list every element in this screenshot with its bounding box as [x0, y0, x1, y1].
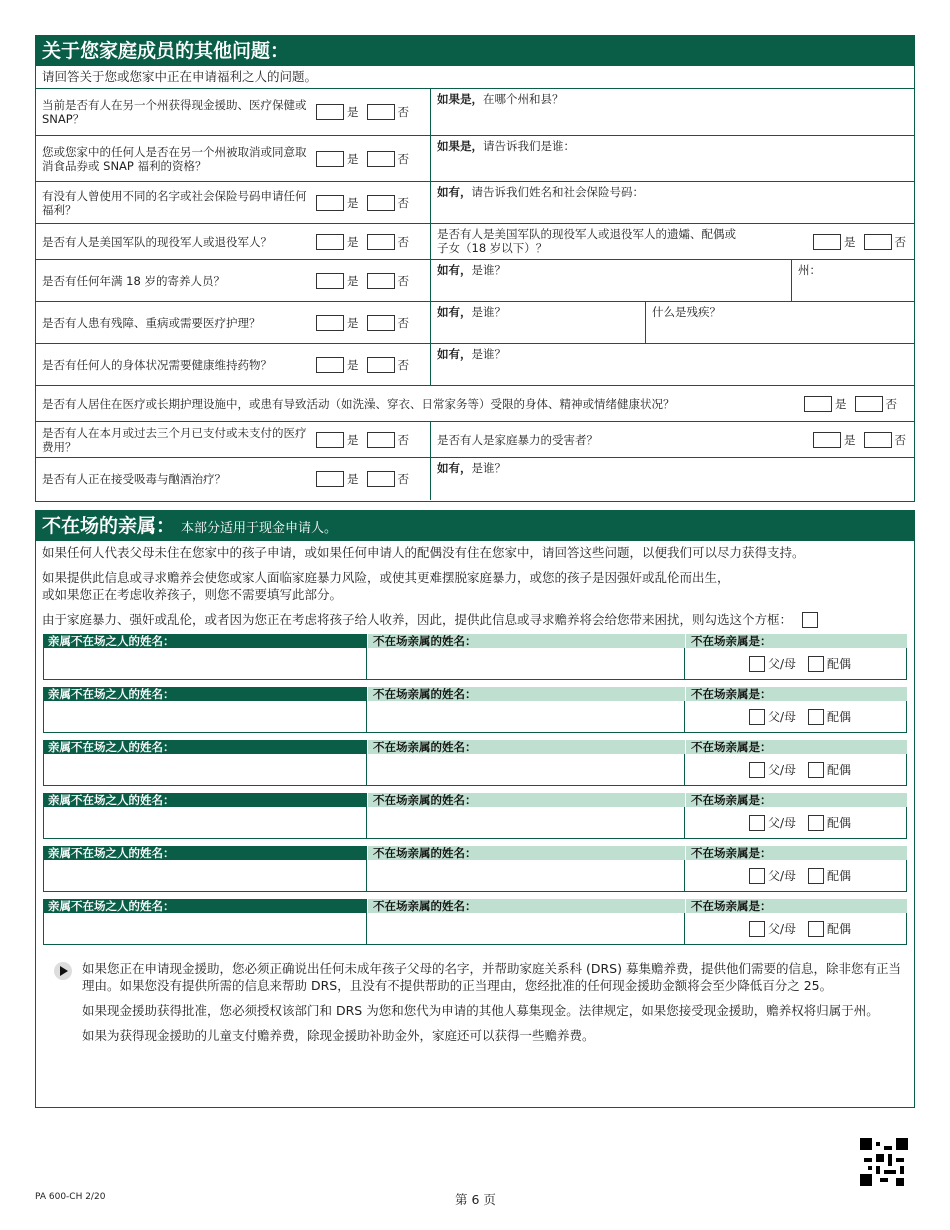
relative-name-field[interactable] — [44, 754, 367, 785]
col-relative-name: 亲属不在场之人的姓名： — [43, 740, 367, 754]
question-text: 当前是否有人在另一个州获得现金援助、医疗保健或 SNAP？ — [42, 98, 307, 126]
relative-table-row — [43, 754, 907, 786]
note-paragraph: 如果为获得现金援助的儿童支付赡养费，除现金援助补助金外，家庭还可以获得一些赡养费。 — [82, 1028, 595, 1043]
page-number: 第 6 页 — [455, 1192, 496, 1207]
col-absent-name: 不在场亲属的姓名： — [367, 846, 685, 860]
yes-no-group: 是 否 — [316, 224, 430, 259]
household-questions-section — [35, 35, 915, 502]
yes-checkbox[interactable] — [316, 315, 344, 331]
state-field[interactable]: 州： — [791, 260, 827, 301]
col-absent-name: 不在场亲属的姓名： — [367, 740, 685, 754]
no-checkbox[interactable] — [367, 432, 395, 448]
yes-checkbox[interactable] — [316, 234, 344, 250]
question-row — [36, 182, 914, 224]
absent-relatives-section — [35, 510, 915, 1108]
question-text: 是否有人是美国军队的现役军人或退役军人？ — [42, 234, 272, 249]
question-text: 是否有人是美国军队的现役军人或退役军人的遗孀、配偶或子女（18 岁以下）？ — [437, 227, 736, 255]
no-checkbox[interactable] — [367, 104, 395, 120]
col-relationship: 不在场亲属是： — [685, 740, 907, 754]
yes-no-group: 是 否 — [316, 182, 430, 223]
question-row — [36, 89, 914, 136]
relationship-options: 父/母 配偶 — [685, 648, 906, 679]
yes-checkbox[interactable] — [316, 432, 344, 448]
play-arrow-icon — [54, 962, 72, 980]
question-row — [36, 386, 914, 422]
question-row — [36, 458, 914, 500]
yes-no-group: 是 否 — [804, 386, 914, 421]
parent-checkbox[interactable] — [749, 921, 765, 937]
question-text: 是否有人是家庭暴力的受害者？ — [437, 432, 598, 447]
question-text: 是否有任何年满 18 岁的寄养人员？ — [42, 273, 225, 288]
yes-checkbox[interactable] — [316, 195, 344, 211]
yes-checkbox[interactable] — [316, 273, 344, 289]
relative-name-field[interactable] — [44, 648, 367, 679]
yes-no-group: 是 否 — [813, 422, 906, 457]
absent-relative-name-field[interactable] — [367, 807, 685, 838]
col-absent-name: 不在场亲属的姓名： — [367, 793, 685, 807]
no-checkbox[interactable] — [367, 151, 395, 167]
relative-table-row — [43, 648, 907, 680]
section-note: 请回答关于您或您家中正在申请福利之人的问题。 — [36, 66, 914, 89]
notes-block — [36, 952, 914, 1054]
col-relative-name: 亲属不在场之人的姓名： — [43, 793, 367, 807]
col-relationship: 不在场亲属是： — [685, 899, 907, 913]
question-text: 您或您家中的任何人是否在另一个州被取消或同意取消食品券或 SNAP 福利的资格？ — [42, 144, 307, 173]
question-row — [36, 302, 914, 344]
note-paragraph: 如果您正在申请现金援助，您必须正确说出任何未成年孩子父母的名字，并帮助家庭关系科 (DRS) 募集赡养费，提供他们需要的信息，除非您有正当理由。如果您没有提供所需的信息来帮助 DRS，且没有不提供帮助的正当理由，您经批准的任何现金援助金额将会至少降低百分之 25。 — [82, 961, 901, 993]
question-row — [36, 224, 914, 260]
answer-field[interactable]: 如果是，在哪个州和县？ — [430, 89, 914, 135]
yes-no-group: 是 否 — [316, 89, 430, 135]
question-text: 是否有人居住在医疗或长期护理设施中，或患有导致活动（如洗澡、穿衣、日常家务等）受限的身体、精神或情绪健康状况？ — [42, 396, 675, 411]
parent-checkbox[interactable] — [749, 868, 765, 884]
parent-checkbox[interactable] — [749, 762, 765, 778]
instructions-1: 如果任何人代表父母未住在您家中的孩子申请，或如果任何申请人的配偶没有住在您家中，请回答这些问题，以便我们可以尽力获得支持。 — [42, 545, 805, 560]
question-text: 是否有人患有残障、重病或需要医疗护理？ — [42, 315, 261, 330]
yes-no-group: 是 否 — [316, 458, 430, 500]
disability-field[interactable]: 什么是残疾？ — [645, 302, 727, 343]
yes-checkbox[interactable] — [813, 234, 841, 250]
yes-no-group: 是 否 — [316, 302, 430, 343]
qr-code-icon — [860, 1138, 908, 1186]
no-checkbox[interactable] — [864, 234, 892, 250]
question-row — [36, 260, 914, 302]
col-relative-name: 亲属不在场之人的姓名： — [43, 846, 367, 860]
relative-table-row — [43, 860, 907, 892]
relationship-options: 父/母 配偶 — [685, 913, 906, 944]
no-checkbox[interactable] — [864, 432, 892, 448]
answer-field — [430, 422, 914, 457]
no-checkbox[interactable] — [367, 315, 395, 331]
relative-name-field[interactable] — [44, 913, 367, 944]
spouse-checkbox[interactable] — [808, 868, 824, 884]
relative-table-row — [43, 807, 907, 839]
answer-field[interactable]: 如有，是谁？ — [430, 458, 914, 500]
section-subtitle: 本部分适用于现金申请人。 — [181, 521, 338, 536]
yes-checkbox[interactable] — [316, 104, 344, 120]
parent-checkbox[interactable] — [749, 709, 765, 725]
col-relationship: 不在场亲属是： — [685, 846, 907, 860]
no-checkbox[interactable] — [367, 471, 395, 487]
relationship-options: 父/母 配偶 — [685, 807, 906, 838]
col-relative-name: 亲属不在场之人的姓名： — [43, 687, 367, 701]
absent-relative-name-field[interactable] — [367, 701, 685, 732]
question-row — [36, 344, 914, 386]
yes-checkbox[interactable] — [804, 396, 832, 412]
answer-field — [430, 224, 914, 259]
question-row — [36, 136, 914, 182]
no-checkbox[interactable] — [367, 234, 395, 250]
no-checkbox[interactable] — [367, 195, 395, 211]
spouse-checkbox[interactable] — [808, 656, 824, 672]
answer-field[interactable]: 如果是，请告诉我们是谁： — [430, 136, 914, 181]
col-relative-name: 亲属不在场之人的姓名： — [43, 634, 367, 648]
no-checkbox[interactable] — [367, 273, 395, 289]
col-absent-name: 不在场亲属的姓名： — [367, 899, 685, 913]
relative-table-row — [43, 701, 907, 733]
relative-table-header — [43, 793, 907, 807]
relationship-options: 父/母 配偶 — [685, 754, 906, 785]
question-text: 是否有人正在接受吸毒与酗酒治疗？ — [42, 472, 226, 486]
spouse-checkbox[interactable] — [808, 921, 824, 937]
yes-no-group: 是 否 — [316, 422, 430, 457]
yes-checkbox[interactable] — [316, 357, 344, 373]
yes-no-group: 是 否 — [813, 224, 906, 259]
question-row — [36, 422, 914, 458]
absent-relative-name-field[interactable] — [367, 860, 685, 891]
section-title: 不在场的亲属： 本部分适用于现金申请人。 — [36, 511, 914, 541]
section-title: 关于您家庭成员的其他问题： — [36, 36, 914, 66]
col-relative-name: 亲属不在场之人的姓名： — [43, 899, 367, 913]
note-paragraph: 如果现金援助获得批准，您必须授权该部门和 DRS 为您和您代为申请的其他人募集现金。法律规定，如果您接受现金援助，赡养权将归属于州。 — [82, 1003, 879, 1018]
relative-table-header — [43, 687, 907, 701]
relative-table-header — [43, 740, 907, 754]
answer-field[interactable]: 如有，是谁？ 州： — [430, 260, 914, 301]
parent-checkbox[interactable] — [749, 656, 765, 672]
answer-field[interactable]: 如有，是谁？ — [430, 344, 914, 385]
col-absent-name: 不在场亲属的姓名： — [367, 634, 685, 648]
spouse-checkbox[interactable] — [808, 762, 824, 778]
relative-name-field[interactable] — [44, 701, 367, 732]
no-checkbox[interactable] — [367, 357, 395, 373]
relative-name-field[interactable] — [44, 860, 367, 891]
col-relationship: 不在场亲属是： — [685, 687, 907, 701]
exemption-checkbox[interactable] — [802, 612, 818, 628]
absent-relative-name-field[interactable] — [367, 754, 685, 785]
yes-no-group: 是 否 — [316, 136, 430, 181]
answer-field[interactable]: 如有，请告诉我们姓名和社会保险号码： — [430, 182, 914, 223]
yes-checkbox[interactable] — [316, 471, 344, 487]
absent-relatives-table — [36, 634, 914, 945]
yes-checkbox[interactable] — [813, 432, 841, 448]
answer-field[interactable]: 如有，是谁？ 什么是残疾？ — [430, 302, 914, 343]
no-checkbox[interactable] — [855, 396, 883, 412]
relative-table-header — [43, 846, 907, 860]
relationship-options: 父/母 配偶 — [685, 701, 906, 732]
question-text: 是否有任何人的身体状况需要健康维持药物？ — [42, 357, 272, 372]
parent-checkbox[interactable] — [749, 815, 765, 831]
instructions-2: 如果提供此信息或寻求赡养会使您或家人面临家庭暴力风险，或使其更难摆脱家庭暴力，或您的孩子是因强奸或乱伦而出生， 或如果您正在考虑收养孩子，则您不需要填写此部分。 — [42, 570, 730, 602]
absent-relative-name-field[interactable] — [367, 648, 685, 679]
yes-no-group: 是 否 — [316, 344, 430, 385]
col-relationship: 不在场亲属是： — [685, 634, 907, 648]
form-number: PA 600-CH 2/20 — [35, 1192, 106, 1202]
relative-table-row — [43, 913, 907, 945]
yes-checkbox[interactable] — [316, 151, 344, 167]
relative-table-header — [43, 899, 907, 913]
col-absent-name: 不在场亲属的姓名： — [367, 687, 685, 701]
spouse-checkbox[interactable] — [808, 709, 824, 725]
relationship-options: 父/母 配偶 — [685, 860, 906, 891]
absent-relative-name-field[interactable] — [367, 913, 685, 944]
yes-no-group: 是 否 — [316, 260, 430, 301]
spouse-checkbox[interactable] — [808, 815, 824, 831]
col-relationship: 不在场亲属是： — [685, 793, 907, 807]
exemption-line: 由于家庭暴力、强奸或乱伦，或者因为您正在考虑将孩子给人收养，因此，提供此信息或寻求赡养将会给您带来困扰，则勾选这个方框： — [36, 605, 914, 634]
relative-name-field[interactable] — [44, 807, 367, 838]
question-text: 是否有人在本月或过去三个月已支付或未支付的医疗费用？ — [42, 425, 307, 454]
question-text: 有没有人曾使用不同的名字或社会保险号码申请任何福利？ — [42, 188, 307, 217]
relative-table-header — [43, 634, 907, 648]
